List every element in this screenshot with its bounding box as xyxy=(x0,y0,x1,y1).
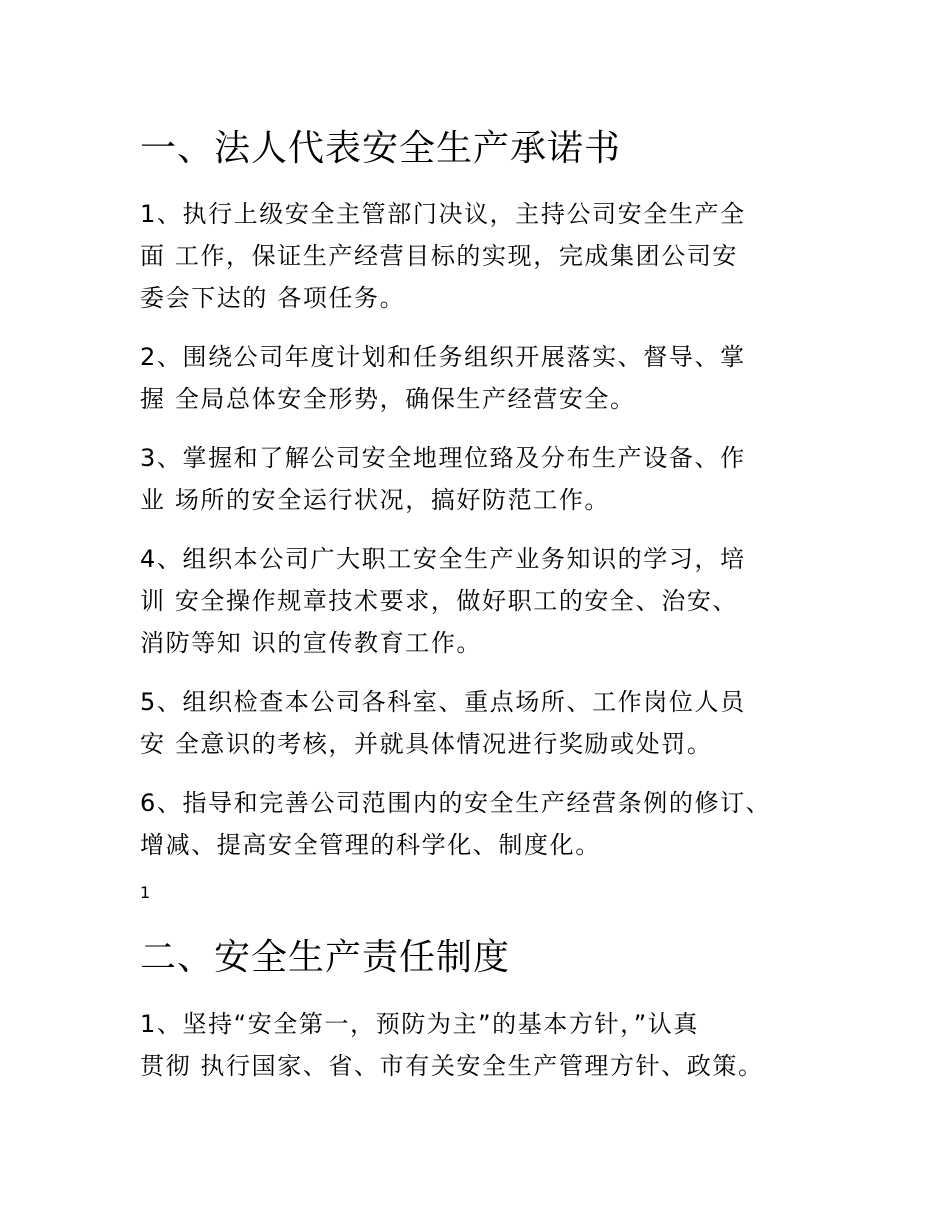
paragraph-line: 6、指导和完善公司范围内的安全生产经营条例的修订、 xyxy=(140,789,772,817)
paragraph-line: 业 场所的安全运行状况，搞好防范工作。 xyxy=(140,486,611,514)
paragraph-line: 4、组织本公司广大职工安全生产业务知识的学习，培 xyxy=(140,545,746,573)
paragraph-line: 2、围绕公司年度计划和任务组织开展落实、督导、掌 xyxy=(140,343,746,371)
section-1-paragraph-3 xyxy=(140,437,830,521)
paragraph-line: 贯彻 执行国家、省、市有关安全生产管理方针、政策。 xyxy=(140,1052,764,1080)
paragraph-line: 训 安全操作规章技术要求，做好职工的安全、治安、 xyxy=(140,587,739,615)
paragraph-line: 委会下达的 各项任务。 xyxy=(140,284,406,312)
paragraph-line: 安 全意识的考核，并就具体情况进行奖励或处罚。 xyxy=(140,730,713,758)
paragraph-line: 1、执行上级安全主管部门决议，主持公司安全生产全 xyxy=(140,200,746,228)
page-number: 1 xyxy=(140,883,151,902)
paragraph-line: 消防等知 识的宣传教育工作。 xyxy=(140,629,483,657)
section-1-paragraph-4 xyxy=(140,538,830,664)
section-2-paragraph-1 xyxy=(140,1003,830,1087)
paragraph-line: 握 全局总体安全形势，确保生产经营安全。 xyxy=(140,385,636,413)
paragraph-line: 5、组织检查本公司各科室、重点场所、工作岗位人员 xyxy=(140,688,746,716)
section-1-title: 一、法人代表安全生产承诺书 xyxy=(140,128,622,169)
section-1-paragraph-2 xyxy=(140,336,830,420)
section-1-paragraph-6 xyxy=(140,782,830,866)
paragraph-line: 3、掌握和了解公司安全地理位臵及分布生产设备、作 xyxy=(140,444,746,472)
section-1-paragraph-1 xyxy=(140,193,830,319)
paragraph-line: 面 工作，保证生产经营目标的实现，完成集团公司安 xyxy=(140,242,739,270)
section-2-title: 二、安全生产责任制度 xyxy=(140,937,511,978)
paragraph-line: 1、坚持“安全第一，预防为主”的基本方针，”认真 xyxy=(140,1010,699,1038)
paragraph-line: 增减、提高安全管理的科学化、制度化。 xyxy=(140,831,601,859)
section-1-paragraph-5 xyxy=(140,681,830,765)
